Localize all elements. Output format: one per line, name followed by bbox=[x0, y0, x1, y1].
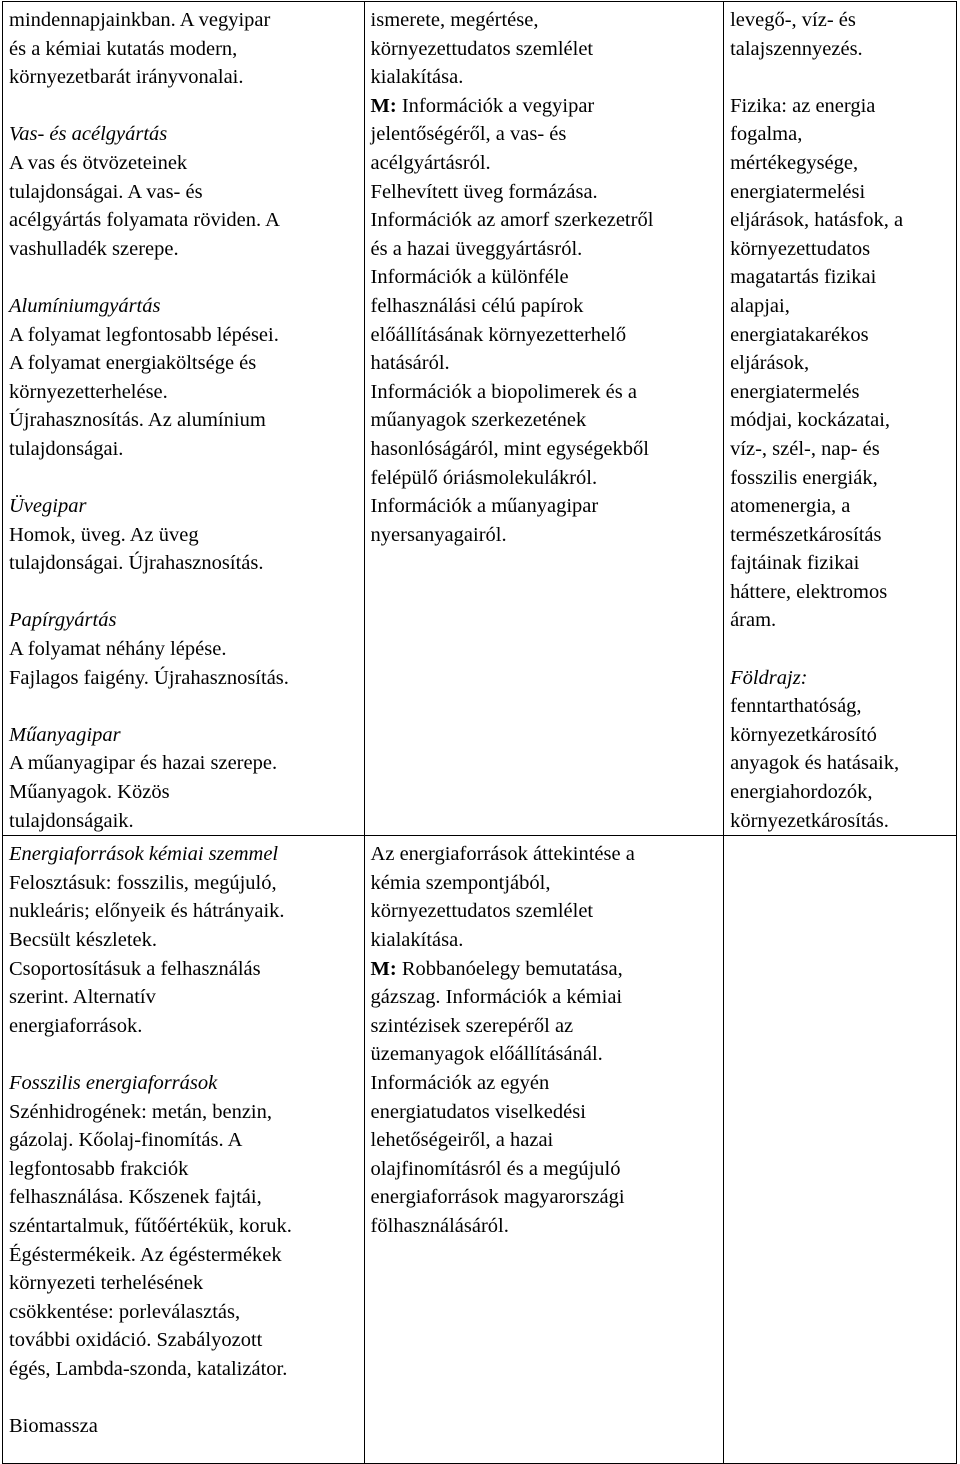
topics-cell bbox=[3, 2, 365, 836]
topic-block bbox=[9, 1412, 358, 1441]
text-line: hatásáról. bbox=[370, 352, 450, 375]
text-line: energiaforrások. bbox=[9, 1014, 143, 1037]
text-line: csökkentése: porleválasztás, bbox=[9, 1300, 241, 1323]
text-line: levegő-, víz- és bbox=[730, 9, 856, 31]
text-line: Fizika: az energia bbox=[730, 94, 876, 117]
text-line: műanyagok szerkezetének bbox=[370, 409, 587, 432]
text-line: A vas és ötvözeteinek bbox=[9, 151, 188, 174]
topic-block bbox=[9, 840, 358, 1040]
table-row bbox=[3, 836, 957, 1464]
physics-block bbox=[730, 92, 950, 635]
text-line: fajtáinak fizikai bbox=[730, 552, 860, 575]
demo-label: M: bbox=[370, 957, 397, 980]
topic-heading: Üvegipar bbox=[9, 495, 87, 518]
text-line: mértékegysége, bbox=[730, 151, 859, 174]
text-line: környezettudatos szemlélet bbox=[370, 900, 594, 923]
text-line: Információk az egyén bbox=[370, 1071, 550, 1094]
text-line: tulajdonságai. bbox=[9, 437, 124, 460]
text-line: fogalma, bbox=[730, 123, 803, 146]
text-line: Információk a biopolimerek és a bbox=[370, 380, 637, 403]
text-line: hasonlóságáról, mint egységekből bbox=[370, 437, 649, 460]
text-line: természetkárosítás bbox=[730, 523, 882, 546]
text-line: környezettudatos bbox=[730, 237, 871, 260]
text-line: acélgyártásról. bbox=[370, 151, 491, 174]
text-line: felhasználási célú papírok bbox=[370, 294, 584, 317]
text-line: Az energiaforrások áttekintése a bbox=[370, 843, 635, 866]
text-line: Újrahasznosítás. Az alumínium bbox=[9, 409, 266, 432]
intro-block bbox=[730, 6, 950, 63]
demo-text: Robbanóelegy bemutatása, bbox=[396, 957, 623, 980]
text-line: környezetkárosító bbox=[730, 723, 877, 746]
text-line: környezeti terhelésének bbox=[9, 1272, 204, 1295]
text-line: anyagok és hatásaik, bbox=[730, 752, 900, 775]
text-line: Információk az amorf szerkezetről bbox=[370, 209, 654, 232]
text-line: ismerete, megértése, bbox=[370, 9, 539, 31]
text-line: és a hazai üveggyártásról. bbox=[370, 237, 583, 260]
topic-block bbox=[9, 120, 358, 263]
topic-heading: Energiaforrások kémiai szemmel bbox=[9, 843, 279, 866]
goals-text bbox=[371, 6, 718, 549]
text-line: Biomassza bbox=[9, 1415, 98, 1438]
text-line: előállításának környezetterhelő bbox=[370, 323, 627, 346]
text-line: energiatudatos viselkedési bbox=[370, 1100, 586, 1123]
text-line: Szénhidrogének: metán, benzin, bbox=[9, 1100, 272, 1123]
connections-cell bbox=[724, 836, 957, 1464]
topic-block bbox=[9, 606, 358, 692]
topic-heading: Papírgyártás bbox=[9, 609, 117, 632]
text-line: környezettudatos szemlélet bbox=[370, 37, 594, 60]
text-line: kémia szempontjából, bbox=[370, 871, 551, 894]
geography-block bbox=[730, 664, 950, 836]
goals-cell bbox=[364, 836, 724, 1464]
curriculum-table bbox=[2, 1, 957, 1464]
text-line: energiatermelési bbox=[730, 180, 866, 203]
text-line: gázszag. Információk a kémiai bbox=[370, 986, 623, 1009]
text-line: Fajlagos faigény. Újrahasznosítás. bbox=[9, 666, 289, 689]
text-line: környezetkárosítás. bbox=[730, 809, 889, 832]
text-line: tulajdonságaik. bbox=[9, 809, 134, 832]
text-line: talajszennyezés. bbox=[730, 37, 863, 60]
text-line: és a kémiai kutatás modern, bbox=[9, 37, 238, 60]
topic-heading: Műanyagipar bbox=[9, 723, 121, 746]
geography-heading: Földrajz: bbox=[730, 666, 808, 689]
text-line: háttere, elektromos bbox=[730, 580, 888, 603]
text-line: eljárások, hatásfok, a bbox=[730, 209, 904, 232]
text-line: Égéstermékeik. Az égéstermékek bbox=[9, 1243, 282, 1266]
demo-text: Információk a vegyipar bbox=[396, 94, 595, 117]
text-line: fölhasználásáról. bbox=[370, 1214, 509, 1237]
topic-heading: Fosszilis energiaforrások bbox=[9, 1071, 218, 1094]
text-line: Csoportosításuk a felhasználás bbox=[9, 957, 261, 980]
text-line: kialakítása. bbox=[370, 66, 464, 89]
topic-block bbox=[9, 721, 358, 835]
text-line: kialakítása. bbox=[370, 929, 464, 951]
text-line: A műanyagipar és hazai szerepe. bbox=[9, 752, 278, 775]
topic-block bbox=[9, 6, 358, 92]
text-line: környezetterhelése. bbox=[9, 380, 168, 403]
text-line: Felhevített üveg formázása. bbox=[370, 180, 598, 203]
text-line: energiatermelés bbox=[730, 380, 860, 403]
text-line: környezetbarát irányvonalai. bbox=[9, 66, 244, 89]
text-line: felépülő óriásmolekulákról. bbox=[370, 466, 598, 489]
text-line: széntartalmuk, fűtőértékük, koruk. bbox=[9, 1214, 292, 1237]
demo-line bbox=[371, 955, 718, 984]
topic-block bbox=[9, 1069, 358, 1384]
text-line: energiatakarékos bbox=[730, 323, 869, 346]
goals-text bbox=[371, 840, 718, 1240]
demo-label: M: bbox=[370, 94, 397, 117]
text-line: energiaforrások magyarországi bbox=[370, 1186, 625, 1209]
topics-cell bbox=[3, 836, 365, 1464]
text-line: Műanyagok. Közös bbox=[9, 781, 170, 804]
text-line: mindennapjainkban. A vegyipar bbox=[9, 9, 271, 31]
text-line: alapjai, bbox=[730, 294, 790, 317]
text-line: nukleáris; előnyeik és hátrányaik. bbox=[9, 900, 285, 923]
text-line: szerint. Alternatív bbox=[9, 986, 156, 1009]
topic-heading: Vas- és acélgyártás bbox=[9, 123, 168, 146]
text-line: atomenergia, a bbox=[730, 495, 851, 518]
text-line: felhasználása. Kőszenek fajtái, bbox=[9, 1186, 262, 1209]
text-line: Információk a különféle bbox=[370, 266, 569, 289]
text-line: magatartás fizikai bbox=[730, 266, 877, 289]
text-line: A folyamat néhány lépése. bbox=[9, 638, 227, 661]
text-line: Felosztásuk: fosszilis, megújuló, bbox=[9, 871, 277, 894]
text-line: jelentőségéről, a vas- és bbox=[370, 123, 567, 146]
text-line: fosszilis energiák, bbox=[730, 466, 878, 489]
goals-cell bbox=[364, 2, 724, 836]
text-line: áram. bbox=[730, 609, 777, 632]
text-line: Homok, üveg. Az üveg bbox=[9, 523, 199, 546]
text-line: fenntarthatóság, bbox=[730, 695, 862, 718]
table-row bbox=[3, 2, 957, 836]
text-line: gázolaj. Kőolaj-finomítás. A bbox=[9, 1129, 243, 1152]
text-line: tulajdonságai. A vas- és bbox=[9, 180, 203, 203]
text-line: nyersanyagairól. bbox=[370, 523, 507, 546]
text-line: olajfinomításról és a megújuló bbox=[370, 1157, 621, 1180]
text-line: acélgyártás folyamata röviden. A bbox=[9, 209, 280, 232]
topic-block bbox=[9, 292, 358, 464]
text-line: víz-, szél-, nap- és bbox=[730, 437, 880, 460]
connections-cell bbox=[724, 2, 957, 836]
text-line: tulajdonságai. Újrahasznosítás. bbox=[9, 552, 264, 575]
text-line: lehetőségeiről, a hazai bbox=[370, 1129, 554, 1152]
text-line: energiahordozók, bbox=[730, 781, 873, 804]
demo-line bbox=[371, 92, 718, 121]
text-line: további oxidáció. Szabályozott bbox=[9, 1329, 263, 1352]
text-line: Információk a műanyagipar bbox=[370, 495, 599, 518]
text-line: A folyamat energiaköltsége és bbox=[9, 352, 257, 375]
text-line: legfontosabb frakciók bbox=[9, 1157, 189, 1180]
text-line: üzemanyagok előállításánál. bbox=[370, 1043, 603, 1066]
text-line: Becsült készletek. bbox=[9, 929, 158, 951]
topic-heading: Alumíniumgyártás bbox=[9, 294, 161, 317]
text-line: módjai, kockázatai, bbox=[730, 409, 891, 432]
text-line: szintézisek szerepéről az bbox=[370, 1014, 574, 1037]
text-line: A folyamat legfontosabb lépései. bbox=[9, 323, 279, 346]
text-line: vashulladék szerepe. bbox=[9, 237, 179, 260]
text-line: égés, Lambda-szonda, katalizátor. bbox=[9, 1357, 288, 1380]
text-line: eljárások, bbox=[730, 352, 810, 375]
topic-block bbox=[9, 492, 358, 578]
